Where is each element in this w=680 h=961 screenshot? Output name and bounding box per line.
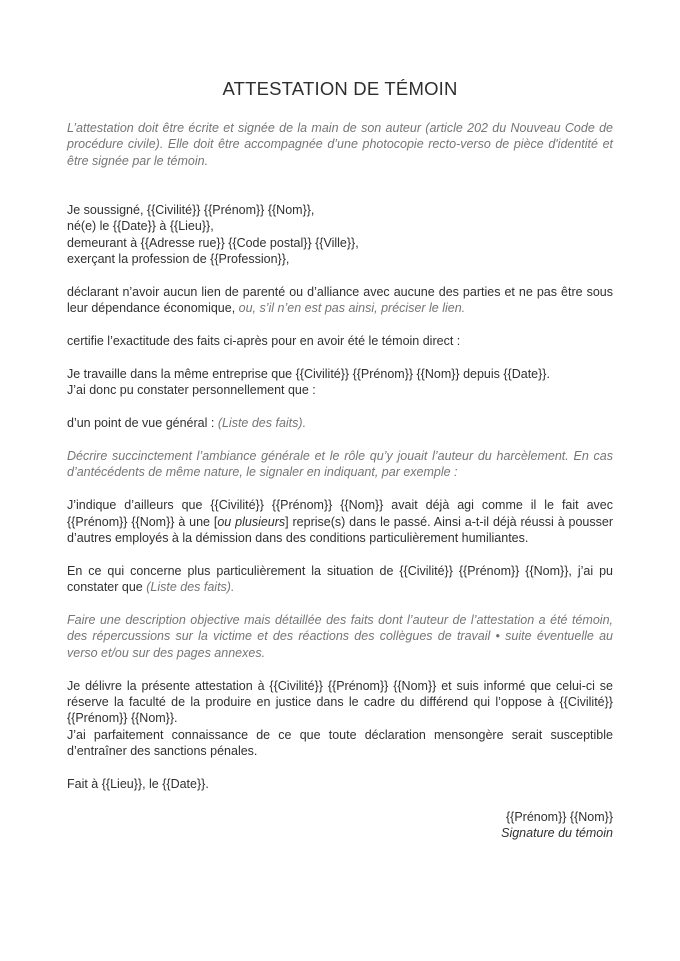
- identity-line-born: né(e) le {{Date}} à {{Lieu}},: [67, 219, 214, 234]
- situation-hint: (Liste des faits).: [146, 580, 235, 595]
- signature-name: {{Prénom}} {{Nom}}: [505, 809, 613, 824]
- declaration-hint: ou, s’il n’en est pas ainsi, préciser le lien.: [238, 301, 466, 316]
- same-company-line1: Je travaille dans la même entreprise que {{Civilité}} {{Prénom}} {{Nom}} depuis {{Date}}.: [67, 367, 550, 382]
- signature-label: Signature du témoin: [501, 826, 613, 841]
- declaration-paragraph: [67, 284, 613, 317]
- intro-notice: L’attestation doit être écrite et signée de la main de son auteur (article 202 du Nouveau Code de procédure civile). Elle doit être accompagnée d’une photocopie recto-verso de pièce d'identité et être signée par le témoin.: [67, 121, 613, 168]
- document-title: ATTESTATION DE TÉMOIN: [222, 78, 458, 99]
- indicate-part1: J’indique d’ailleurs que {{Civilité}} {{Prénom}} {{Nom}} avait déjà agi comme il le fait avec {{Prénom}} {{Nom}} à une [: [67, 498, 613, 529]
- same-company-paragraph: [67, 366, 613, 399]
- identity-line-profession: exerçant la profession de {{Profession}},: [67, 252, 290, 267]
- declaration-text: déclarant n’avoir aucun lien de parenté ou d’alliance avec aucune des parties et ne pas être sous leur dépendance économique,: [67, 285, 613, 316]
- deliver-line2: J’ai parfaitement connaissance de ce que toute déclaration mensongère serait susceptible d’entraîner des sanctions pénales.: [67, 727, 613, 759]
- same-company-line2: J’ai donc pu constater personnellement que :: [67, 383, 316, 398]
- general-view-hint: (Liste des faits).: [217, 416, 307, 431]
- certify-paragraph: certifie l’exactitude des faits ci-après pour en avoir été le témoin direct :: [67, 334, 461, 349]
- deliver-paragraph: [67, 678, 613, 760]
- signature-block: [67, 809, 613, 842]
- done-at-line: Fait à {{Lieu}}, le {{Date}}.: [67, 777, 209, 792]
- indicate-part2: ] reprise(s) dans le passé. Ainsi a-t-il déjà réussi à pousser d’autres employés à la démission dans des conditions particulièrement humiliantes.: [67, 514, 613, 546]
- situation-paragraph: [67, 563, 613, 596]
- identity-block: [67, 202, 613, 268]
- describe-ambiance-hint: Décrire succinctement l’ambiance générale et le rôle qu’y jouait l’auteur du harcèlement. En cas d’antécédents de même nature, le signaler en indiquant, par exemple :: [67, 449, 613, 480]
- identity-line-undersigned: Je soussigné, {{Civilité}} {{Prénom}} {{Nom}},: [67, 203, 315, 218]
- deliver-line1: Je délivre la présente attestation à {{Civilité}} {{Prénom}} {{Nom}} et suis informé que celui-ci se réserve la faculté de la produire en justice dans le cadre du différend qui l’oppose à {{Civilité}} {{Prénom}} {{Nom}}.: [67, 678, 613, 726]
- general-view-paragraph: [67, 415, 613, 431]
- situation-text: En ce qui concerne plus particulièrement la situation de {{Civilité}} {{Prénom}} {{Nom}}, j’ai pu constater que: [67, 563, 613, 595]
- indicate-paragraph: [67, 497, 613, 546]
- indicate-emphasis: ou plusieurs: [217, 514, 286, 529]
- objective-description-hint: Faire une description objective mais détaillée des faits dont l’auteur de l’attestation a été témoin, des répercussions sur la victime et des réactions des collègues de travail • suite éventuelle au verso et/ou sur des pages annexes.: [67, 613, 613, 660]
- identity-line-address: demeurant à {{Adresse rue}} {{Code postal}} {{Ville}},: [67, 235, 359, 250]
- general-view-text: d’un point de vue général :: [67, 416, 218, 431]
